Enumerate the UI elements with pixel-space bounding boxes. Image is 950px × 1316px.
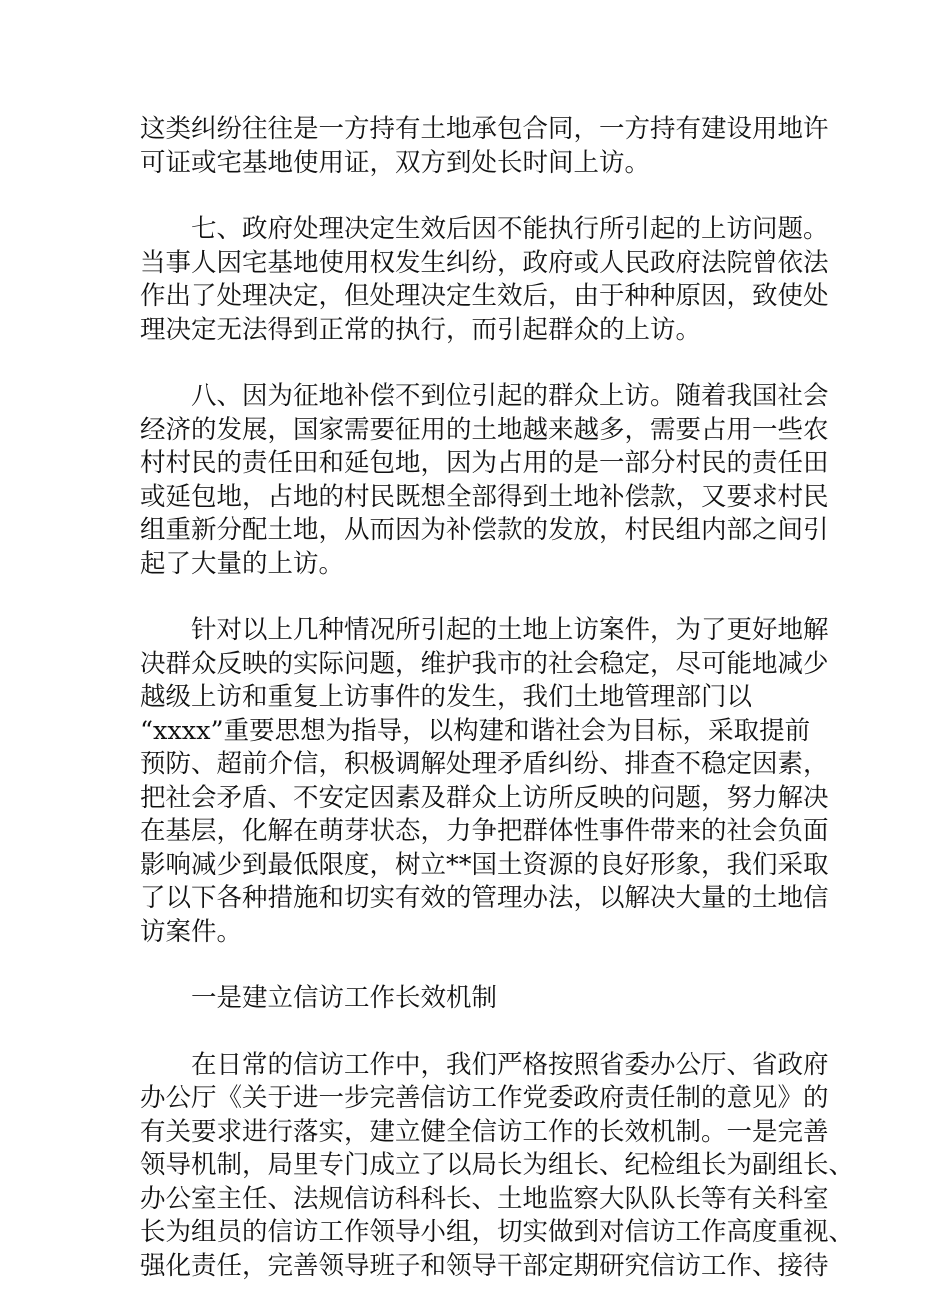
text-line: 七、政府处理决定生效后因不能执行所引起的上访问题。: [191, 214, 829, 244]
text-line: 起了大量的上访。: [140, 548, 345, 579]
text-line: 八、因为征地补偿不到位引起的群众上访。随着我国社会: [191, 381, 829, 411]
text-line: 把社会矛盾、不安定因素及群众上访所反映的问题，努力解决: [140, 782, 829, 813]
text-line: 或延包地，占地的村民既想全部得到土地补偿款，又要求村民: [140, 481, 829, 512]
text-line: 组重新分配土地，从而因为补偿款的发放，村民组内部之间引: [140, 515, 829, 545]
text-line: 越级上访和重复上访事件的发生，我们土地管理部门以: [140, 682, 753, 712]
text-line: 决群众反映的实际问题，维护我市的社会稳定，尽可能地减少: [140, 648, 829, 679]
text-line: 可证或宅基地使用证，双方到处长时间上访。: [140, 147, 651, 178]
text-line: 影响减少到最低限度，树立**国土资源的良好形象，我们采取: [140, 849, 829, 880]
document-body: [140, 113, 855, 1316]
paragraph-4: [140, 614, 829, 949]
paragraph-3: [140, 380, 829, 581]
text-line: 长为组员的信访工作领导小组，切实做到对信访工作高度重视、: [140, 1217, 855, 1247]
section-heading: [140, 982, 820, 1016]
text-line: 一是建立信访工作长效机制: [191, 983, 498, 1013]
text-line: 经济的发展，国家需要征用的土地越来越多，需要占用一些农: [140, 414, 829, 445]
text-line: 访案件。: [140, 916, 243, 947]
paragraph-1: [140, 113, 829, 180]
paragraph-6: [140, 1049, 855, 1284]
text-line: 强化责任，完善领导班子和领导干部定期研究信访工作、接待: [140, 1250, 829, 1281]
text-line: “xxxx”重要思想为指导，以构建和谐社会为目标，采取提前: [140, 715, 811, 746]
text-line: 当事人因宅基地使用权发生纠纷，政府或人民政府法院曾依法: [140, 247, 829, 278]
text-line: 理决定无法得到正常的执行，而引起群众的上访。: [140, 314, 702, 345]
text-line: 办公厅《关于进一步完善信访工作党委政府责任制的意见》的: [140, 1083, 829, 1113]
text-line: 办公室主任、法规信访科科长、土地监察大队队长等有关科室: [140, 1183, 829, 1214]
text-line: 村村民的责任田和延包地，因为占用的是一部分村民的责任田: [140, 448, 829, 478]
paragraph-2: [140, 213, 829, 347]
text-line: 这类纠纷往往是一方持有土地承包合同，一方持有建设用地许: [140, 114, 829, 144]
text-line: 有关要求进行落实，建立健全信访工作的长效机制。一是完善: [140, 1116, 829, 1147]
text-line: 领导机制，局里专门成立了以局长为组长、纪检组长为副组长、: [140, 1150, 855, 1180]
text-line: 在基层，化解在萌芽状态，力争把群体性事件带来的社会负面: [140, 816, 829, 846]
text-line: 预防、超前介信，积极调解处理矛盾纠纷、排查不稳定因素，: [140, 749, 829, 779]
text-line: 在日常的信访工作中，我们严格按照省委办公厅、省政府: [191, 1049, 829, 1080]
text-line: 作出了处理决定，但处理决定生效后，由于种种原因，致使处: [140, 281, 829, 311]
text-line: 针对以上几种情况所引起的土地上访案件，为了更好地解: [191, 615, 829, 645]
text-line: 了以下各种措施和切实有效的管理办法，以解决大量的土地信: [140, 883, 829, 913]
